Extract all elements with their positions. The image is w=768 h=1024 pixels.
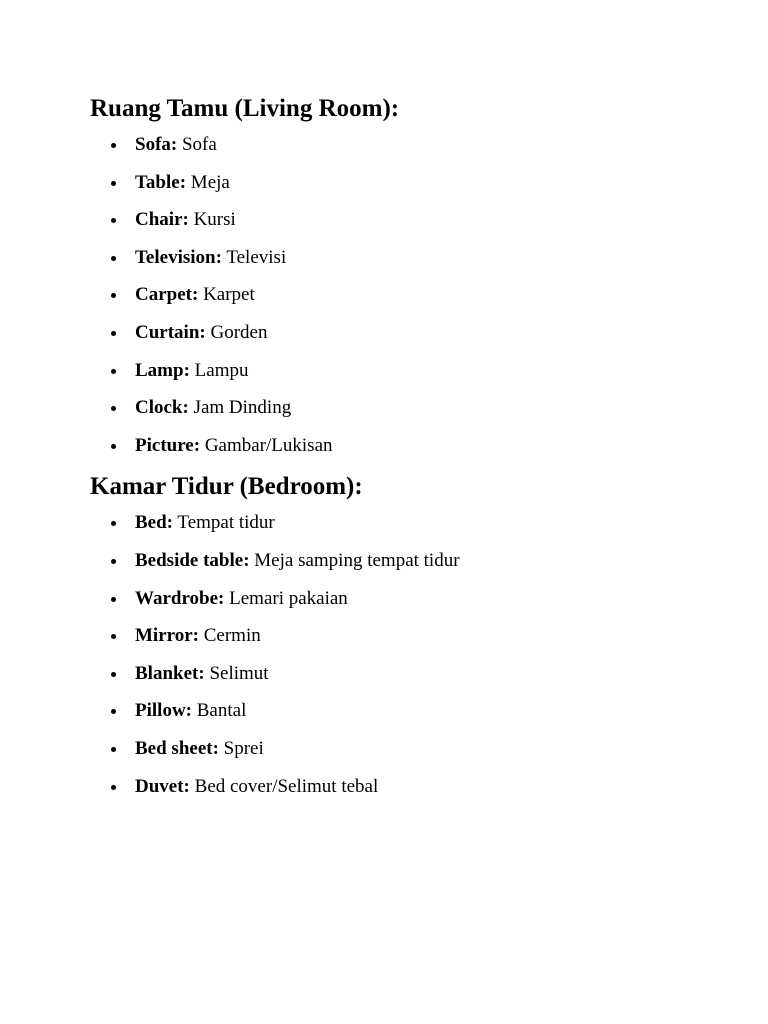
list-item-bedside-table: [90, 548, 730, 574]
bullet-icon: [111, 218, 116, 223]
term: Carpet:: [135, 284, 199, 306]
list-item-bed-sheet: [90, 736, 730, 762]
translation: Meja: [190, 171, 230, 193]
translation: Bed cover/Selimut tebal: [194, 775, 379, 797]
list-item-lamp: [90, 358, 730, 384]
term: Chair:: [135, 209, 189, 231]
list-item-clock: [90, 395, 730, 421]
term: Blanket:: [135, 662, 205, 684]
translation: Tempat tidur: [177, 512, 275, 534]
bullet-icon: [111, 521, 116, 526]
list-item-table: [90, 170, 730, 196]
living-room-list: [90, 132, 730, 459]
list-item-wardrobe: [90, 586, 730, 612]
term: Duvet:: [135, 775, 190, 797]
bullet-icon: [111, 369, 116, 374]
term: Television:: [135, 246, 222, 268]
term: Sofa:: [135, 134, 178, 155]
list-item-pillow: [90, 698, 730, 724]
list-item-curtain: [90, 320, 730, 346]
term: Lamp:: [135, 359, 190, 381]
bullet-icon: [111, 293, 116, 298]
translation: Jam Dinding: [193, 397, 292, 419]
list-item-mirror: [90, 623, 730, 649]
translation: Karpet: [203, 284, 255, 306]
term: Pillow:: [135, 700, 192, 722]
bullet-icon: [111, 444, 116, 449]
list-item-bed: [90, 510, 730, 536]
term: Wardrobe:: [135, 587, 225, 609]
translation: Sofa: [181, 134, 217, 155]
list-item-chair: [90, 207, 730, 233]
term: Picture:: [135, 434, 201, 456]
bullet-icon: [111, 747, 116, 752]
bullet-icon: [111, 709, 116, 714]
bullet-icon: [111, 331, 116, 336]
term: Mirror:: [135, 625, 199, 647]
translation: Selimut: [209, 662, 269, 684]
translation: Gambar/Lukisan: [204, 434, 333, 456]
list-item-sofa: [90, 132, 730, 158]
translation: Sprei: [223, 737, 264, 759]
list-item-picture: [90, 433, 730, 459]
translation: Lemari pakaian: [229, 587, 348, 609]
term: Bed:: [135, 512, 173, 534]
translation: Kursi: [193, 209, 236, 231]
term: Curtain:: [135, 321, 206, 343]
term: Clock:: [135, 397, 189, 419]
bullet-icon: [111, 181, 116, 186]
translation: Televisi: [226, 246, 287, 268]
translation: Meja samping tempat tidur: [254, 549, 460, 571]
translation: Cermin: [203, 625, 261, 647]
list-item-blanket: [90, 661, 730, 687]
list-item-television: [90, 245, 730, 271]
bedroom-list: [90, 510, 730, 799]
bullet-icon: [111, 634, 116, 639]
bullet-icon: [111, 597, 116, 602]
bullet-icon: [111, 143, 116, 148]
term: Bed sheet:: [135, 737, 219, 759]
translation: Lampu: [194, 359, 249, 381]
bullet-icon: [111, 406, 116, 411]
translation: Gorden: [210, 321, 268, 343]
bullet-icon: [111, 672, 116, 677]
term: Bedside table:: [135, 549, 250, 571]
bullet-icon: [111, 785, 116, 790]
document-page: [90, 92, 730, 811]
translation: Bantal: [196, 700, 247, 722]
term: Table:: [135, 171, 187, 193]
bullet-icon: [111, 256, 116, 261]
bullet-icon: [111, 559, 116, 564]
bedroom-heading: Kamar Tidur (Bedroom):: [90, 473, 363, 501]
living-room-heading: Ruang Tamu (Living Room):: [90, 95, 400, 122]
list-item-carpet: [90, 282, 730, 308]
list-item-duvet: [90, 774, 730, 800]
